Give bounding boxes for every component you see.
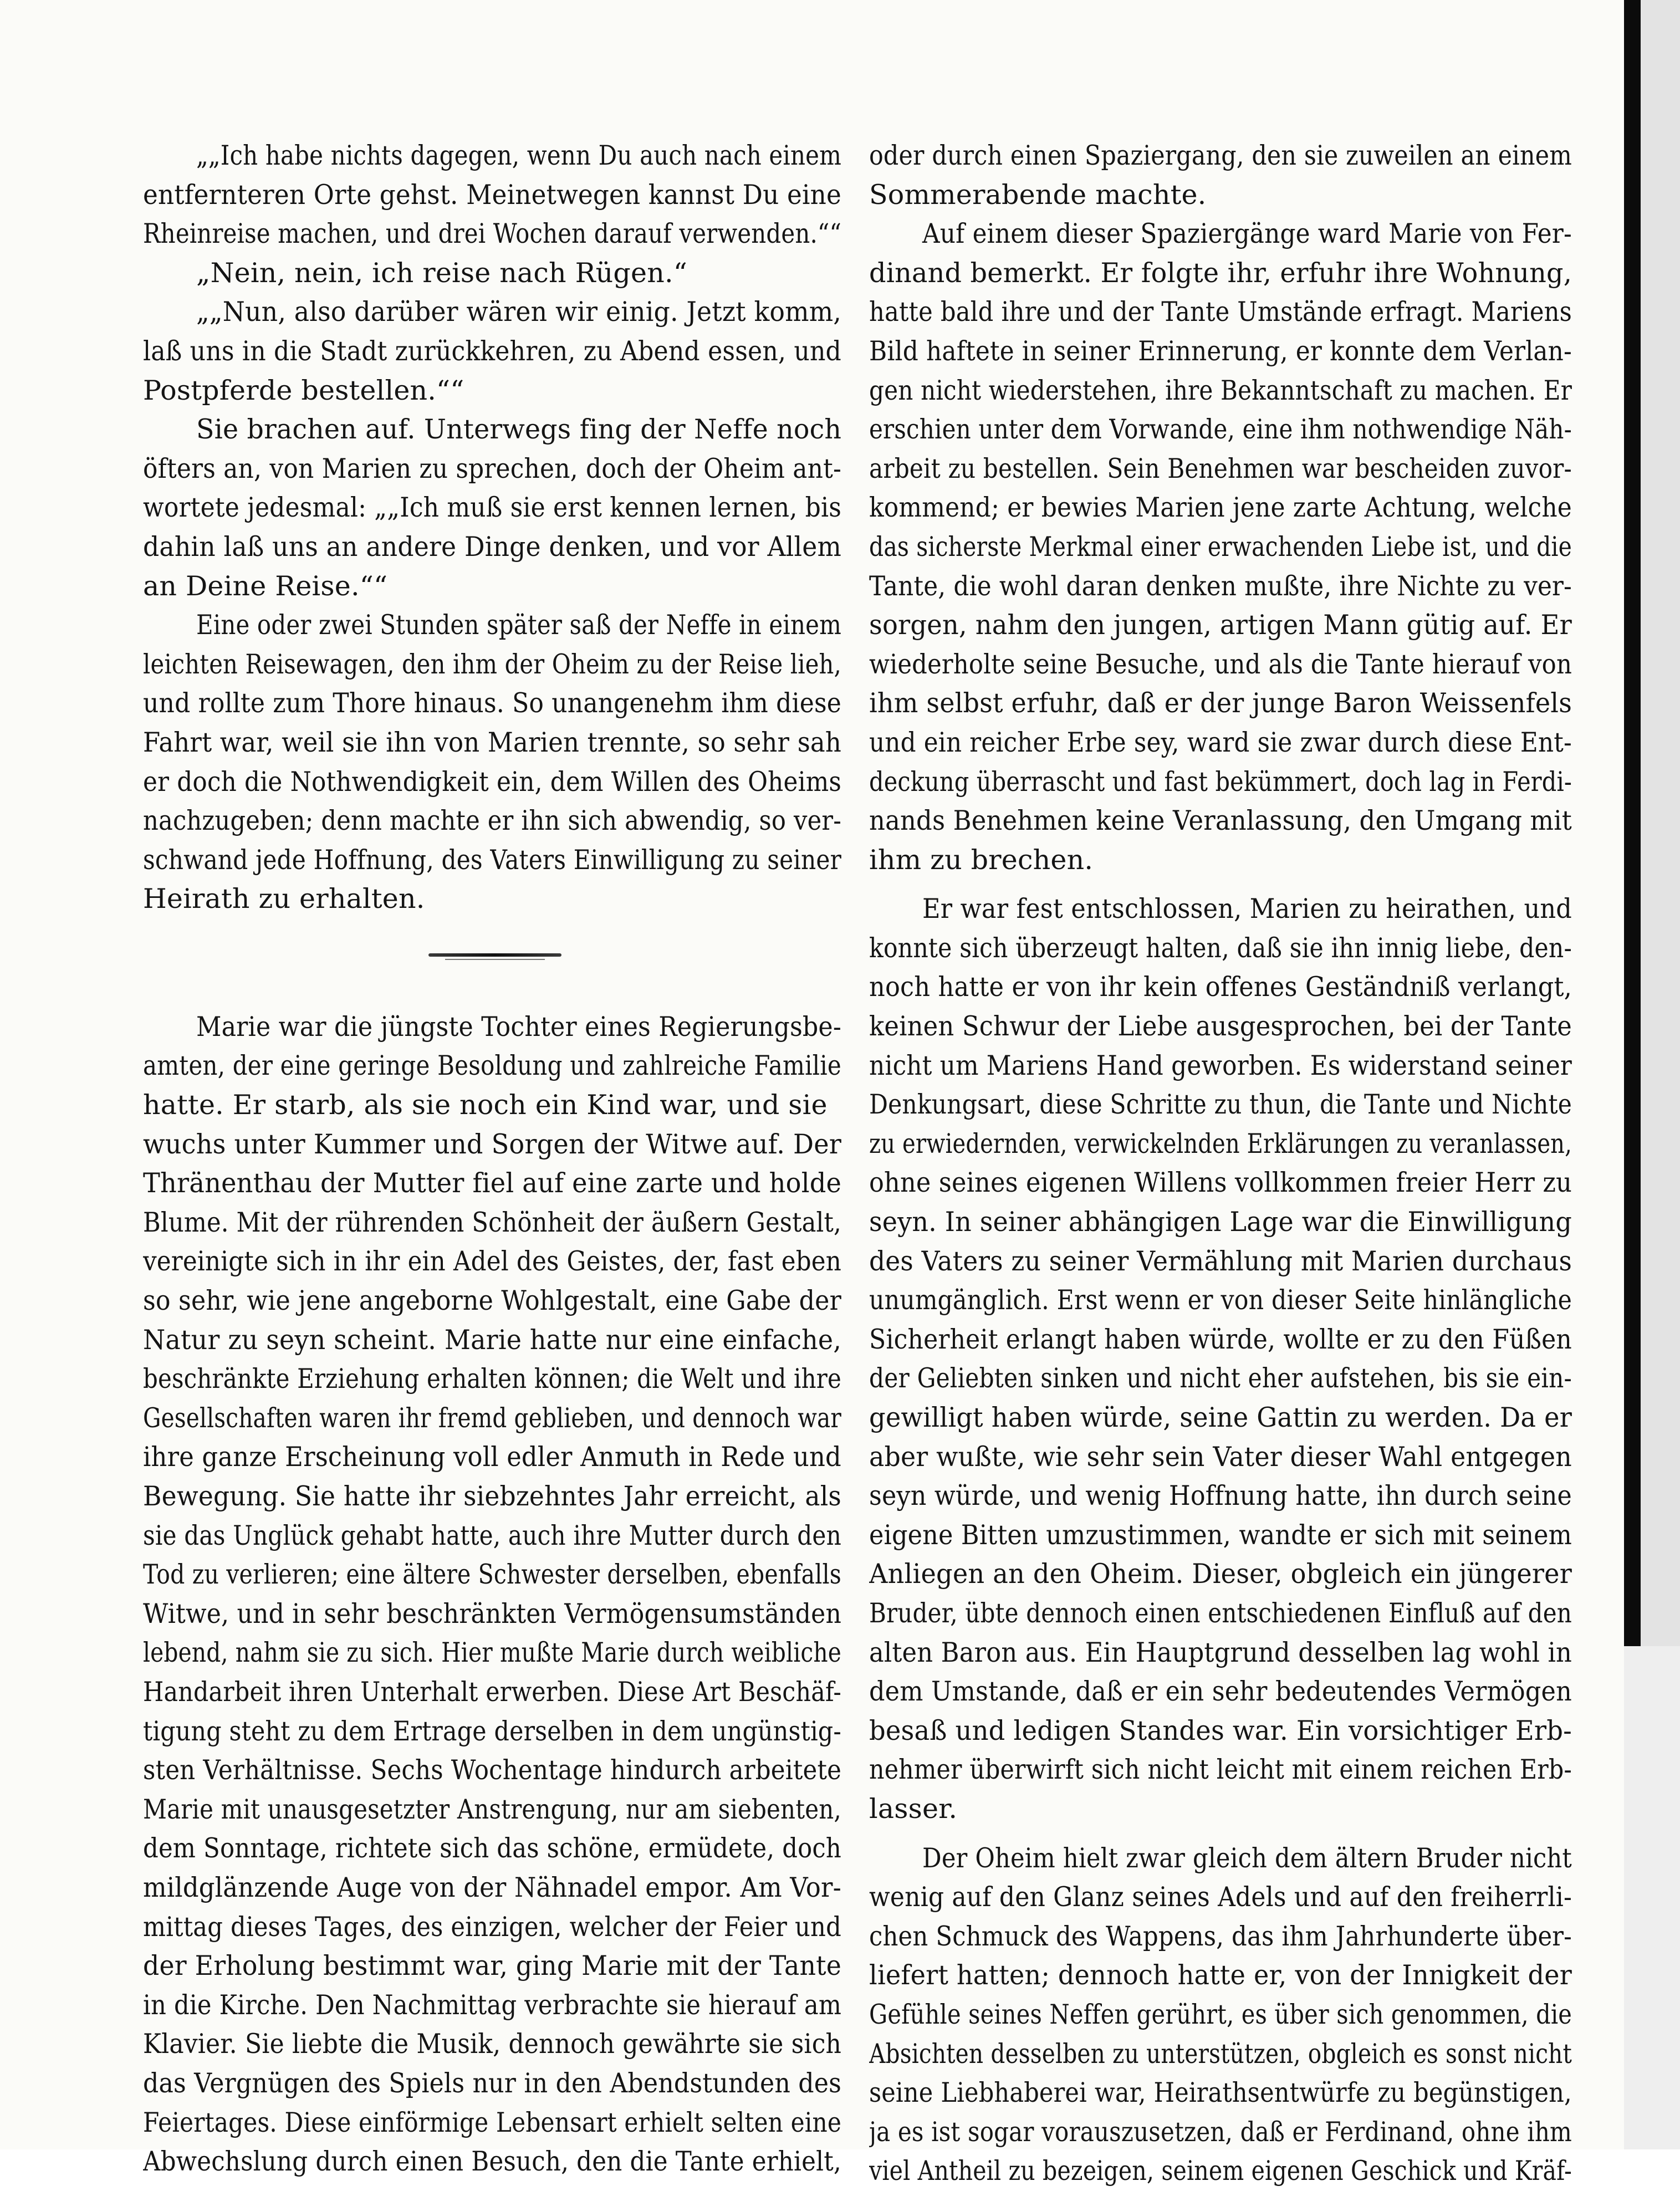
left-column bbox=[143, 136, 841, 2182]
text-line: hatte bald ihre und der Tante Umstände erfragt. Mariens bbox=[869, 296, 1572, 328]
text-line: gen nicht wiederstehen, ihre Bekanntschaft zu machen. Er bbox=[869, 374, 1572, 406]
text-line: konnte sich überzeugt halten, daß sie ihn innig liebe, den- bbox=[869, 932, 1572, 964]
text-line: liefert hatten; dennoch hatte er, von der Innigkeit der bbox=[869, 1959, 1572, 1991]
text-line: Gefühle seines Neffen gerührt, es über sich genommen, die bbox=[869, 1998, 1572, 2030]
paragraph bbox=[869, 136, 1572, 214]
text-line: Sie brachen auf. Unterwegs fing der Neffe noch bbox=[196, 413, 841, 446]
divider-rule bbox=[428, 953, 561, 957]
paragraph bbox=[869, 890, 1572, 1829]
text-line: dinand bemerkt. Er folgte ihr, erfuhr ihre Wohnung, bbox=[869, 257, 1572, 289]
text-line: sorgen, nahm den jungen, artigen Mann gütig auf. Er bbox=[869, 609, 1572, 641]
text-line: Sicherheit erlangt haben würde, wollte er zu den Füßen bbox=[869, 1323, 1572, 1355]
text-line: nehmer überwirft sich nicht leicht mit einem reichen Erb- bbox=[869, 1754, 1572, 1786]
text-line: hatte. Er starb, als sie noch ein Kind war, und sie bbox=[143, 1089, 828, 1121]
text-line: und rollte zum Thore hinaus. So unangenehm ihm diese bbox=[143, 687, 841, 719]
text-line: tigung steht zu dem Ertrage derselben in dem ungünstig- bbox=[143, 1715, 841, 1747]
text-line: Witwe, und in sehr beschränkten Vermögensumständen bbox=[143, 1597, 841, 1630]
text-line: zu erwiedernden, verwickelnden Erklärungen zu veranlassen, bbox=[869, 1127, 1572, 1160]
text-line: an Deine Reise.““ bbox=[143, 570, 388, 602]
text-line: Rheinreise machen, und drei Wochen darauf verwenden.““ bbox=[143, 218, 841, 250]
text-line: Abwechslung durch einen Besuch, den die Tante erhielt, bbox=[143, 2146, 841, 2178]
paragraph bbox=[143, 410, 841, 606]
text-line: in die Kirche. Den Nachmittag verbrachte sie hierauf am bbox=[143, 1989, 841, 2021]
text-line: wenig auf den Glanz seines Adels und auf den freiherrli- bbox=[869, 1881, 1572, 1913]
text-line: noch hatte er von ihr kein offenes Geständniß verlangt, bbox=[869, 971, 1572, 1003]
text-line: Postpferde bestellen.““ bbox=[143, 374, 464, 406]
text-line: Denkungsart, diese Schritte zu thun, die Tante und Nichte bbox=[869, 1089, 1572, 1121]
text-line: schwand jede Hoffnung, des Vaters Einwilligung zu seiner bbox=[143, 844, 841, 876]
text-line: lebend, nahm sie zu sich. Hier mußte Marie durch weibliche bbox=[143, 1637, 841, 1669]
text-line: vereinigte sich in ihr ein Adel des Geistes, der, fast eben bbox=[143, 1245, 841, 1278]
paragraph bbox=[143, 293, 841, 410]
text-line: wuchs unter Kummer und Sorgen der Witwe auf. Der bbox=[143, 1128, 841, 1160]
text-line: leichten Reisewagen, den ihm der Oheim zu der Reise lieh, bbox=[143, 648, 841, 680]
text-line: dem Sonntage, richtete sich das schöne, ermüdete, doch bbox=[143, 1832, 841, 1865]
paragraph-spacer bbox=[869, 1829, 1572, 1839]
text-line: nicht um Mariens Hand geworben. Es widerstand seiner bbox=[869, 1049, 1572, 1081]
text-line: ihre ganze Erscheinung voll edler Anmuth in Rede und bbox=[143, 1441, 841, 1473]
section-divider bbox=[143, 919, 841, 1008]
text-line: nachzugeben; denn machte er ihn sich abwendig, so ver- bbox=[143, 805, 841, 837]
text-line: Bruder, übte dennoch einen entschiedenen Einfluß auf den bbox=[869, 1597, 1572, 1629]
text-line: besaß und ledigen Standes war. Ein vorsichtiger Erb- bbox=[869, 1714, 1572, 1746]
text-line: ja es ist sogar vorauszusetzen, daß er Ferdinand, ohne ihm bbox=[869, 2116, 1572, 2148]
text-line: sie das Unglück gehabt hatte, auch ihre Mutter durch den bbox=[143, 1519, 841, 1551]
text-line: chen Schmuck des Wappens, das ihm Jahrhunderte über- bbox=[869, 1920, 1572, 1952]
text-line: gewilligt haben würde, seine Gattin zu werden. Da er bbox=[869, 1402, 1572, 1433]
text-line: ihm zu brechen. bbox=[869, 844, 1094, 876]
text-line: aber wußte, wie sehr sein Vater dieser Wahl entgegen bbox=[869, 1441, 1572, 1473]
paragraph bbox=[869, 1839, 1572, 2191]
text-line: mildglänzende Auge von der Nähnadel empor. Am Vor- bbox=[143, 1871, 841, 1903]
text-line: Heirath zu erhalten. bbox=[143, 883, 425, 915]
text-line: er doch die Nothwendigkeit ein, dem Willen des Oheims bbox=[143, 765, 841, 798]
text-line: Natur zu seyn scheint. Marie hatte nur eine einfache, bbox=[143, 1324, 841, 1356]
text-line: Gesellschaften waren ihr fremd geblieben, und dennoch war bbox=[143, 1402, 841, 1434]
text-line: lasser. bbox=[869, 1792, 958, 1825]
text-line: dem Umstande, daß er ein sehr bedeutendes Vermögen bbox=[869, 1676, 1572, 1708]
text-line: des Vaters zu seiner Vermählung mit Marien durchaus bbox=[869, 1245, 1572, 1277]
text-line: seyn würde, und wenig Hoffnung hatte, ihn durch seine bbox=[869, 1480, 1572, 1512]
text-line: Anliegen an den Oheim. Dieser, obgleich ein jüngerer bbox=[869, 1558, 1572, 1590]
text-line: entfernteren Orte gehst. Meinetwegen kannst Du eine bbox=[143, 178, 841, 211]
text-line: so sehr, wie jene angeborne Wohlgestalt, eine Gabe der bbox=[143, 1285, 841, 1317]
text-line: keinen Schwur der Liebe ausgesprochen, bei der Tante bbox=[869, 1010, 1572, 1043]
text-line: Thränenthau der Mutter fiel auf eine zarte und holde bbox=[143, 1167, 841, 1199]
text-line: Er war fest entschlossen, Marien zu heirathen, und bbox=[922, 893, 1572, 925]
text-line: Blume. Mit der rührenden Schönheit der äußern Gestalt, bbox=[143, 1206, 841, 1238]
text-line: seine Liebhaberei war, Heirathsentwürfe zu begünstigen, bbox=[869, 2077, 1572, 2109]
text-line: deckung überrascht und fast bekümmert, doch lag in Ferdi- bbox=[869, 765, 1572, 798]
text-line: sten Verhältnisse. Sechs Wochentage hindurch arbeitete bbox=[143, 1754, 841, 1786]
scan-edge-shadow bbox=[1624, 0, 1641, 1646]
paragraph-spacer bbox=[869, 880, 1572, 890]
text-line: und ein reicher Erbe sey, ward sie zwar durch diese Ent- bbox=[869, 726, 1572, 758]
text-line: Absichten desselben zu unterstützen, obgleich es sonst nicht bbox=[869, 2037, 1572, 2070]
right-column bbox=[869, 136, 1572, 2191]
text-line: Tante, die wohl daran denken mußte, ihre Nichte zu ver- bbox=[869, 570, 1572, 602]
text-line: Auf einem dieser Spaziergänge ward Marie von Fer- bbox=[922, 218, 1572, 250]
text-line: „Nein, nein, ich reise nach Rügen.“ bbox=[196, 257, 687, 289]
text-line: das sicherste Merkmal einer erwachenden Liebe ist, und die bbox=[869, 530, 1572, 563]
text-line: oder durch einen Spaziergang, den sie zuweilen an einem bbox=[869, 140, 1572, 171]
text-line: Tod zu verlieren; eine ältere Schwester derselben, ebenfalls bbox=[143, 1559, 841, 1591]
text-line: Bewegung. Sie hatte ihr siebzehntes Jahr erreicht, als bbox=[143, 1480, 841, 1512]
text-line: mittag dieses Tages, des einzigen, welcher der Feier und bbox=[143, 1911, 841, 1943]
text-line: eigene Bitten umzustimmen, wandte er sich mit seinem bbox=[869, 1519, 1572, 1551]
text-line: unumgänglich. Erst wenn er von dieser Seite hinlängliche bbox=[869, 1284, 1572, 1316]
text-line: „„Ich habe nichts dagegen, wenn Du auch nach einem bbox=[196, 140, 841, 171]
text-line: nands Benehmen keine Veranlassung, den Umgang mit bbox=[869, 805, 1572, 837]
text-line: Handarbeit ihren Unterhalt erwerben. Diese Art Beschäf- bbox=[143, 1676, 841, 1708]
text-line: Eine oder zwei Stunden später saß der Neffe in einem bbox=[196, 609, 841, 641]
text-line: „„Nun, also darüber wären wir einig. Jetzt komm, bbox=[196, 296, 841, 328]
text-line: ihm selbst erfuhr, daß er der junge Baron Weissenfels bbox=[869, 687, 1572, 719]
text-line: Klavier. Sie liebte die Musik, dennoch gewährte sie sich bbox=[143, 2028, 841, 2060]
text-line: Der Oheim hielt zwar gleich dem ältern Bruder nicht bbox=[922, 1842, 1572, 1874]
paragraph bbox=[143, 136, 841, 254]
text-line: Sommerabende machte. bbox=[869, 178, 1207, 211]
text-line: kommend; er bewies Marien jene zarte Achtung, welche bbox=[869, 492, 1572, 524]
text-line: das Vergnügen des Spiels nur in den Abendstunden des bbox=[143, 2067, 841, 2099]
scan-edge-paper bbox=[1641, 0, 1680, 1646]
paragraph bbox=[143, 606, 841, 919]
text-line: arbeit zu bestellen. Sein Benehmen war bescheiden zuvor- bbox=[869, 452, 1572, 484]
paragraph bbox=[869, 214, 1572, 880]
text-line: seyn. In seiner abhängigen Lage war die Einwilligung bbox=[869, 1206, 1572, 1238]
text-line: der Geliebten sinken und nicht eher aufstehen, bis sie ein- bbox=[869, 1362, 1572, 1395]
text-line: laß uns in die Stadt zurückkehren, zu Abend essen, und bbox=[143, 335, 841, 367]
text-line: Marie war die jüngste Tochter eines Regierungsbe- bbox=[196, 1010, 841, 1043]
text-line: Marie mit unausgesetzter Anstrengung, nur am siebenten, bbox=[143, 1793, 841, 1825]
text-line: wiederholte seine Besuche, und als die Tante hierauf von bbox=[869, 648, 1572, 680]
text-line: öfters an, von Marien zu sprechen, doch der Oheim ant- bbox=[143, 452, 841, 484]
text-line: amten, der eine geringe Besoldung und zahlreiche Familie bbox=[143, 1050, 841, 1082]
text-line: Feiertages. Diese einförmige Lebensart erhielt selten eine bbox=[143, 2106, 841, 2138]
text-line: Bild haftete in seiner Erinnerung, er konnte dem Verlan- bbox=[869, 335, 1572, 367]
text-line: der Erholung bestimmt war, ging Marie mit der Tante bbox=[143, 1950, 841, 1982]
paragraph bbox=[143, 1008, 841, 2182]
text-line: viel Antheil zu bezeigen, seinem eigenen Geschick und Kräf- bbox=[869, 2155, 1572, 2187]
paragraph bbox=[143, 254, 841, 293]
text-line: alten Baron aus. Ein Hauptgrund desselben lag wohl in bbox=[869, 1636, 1572, 1668]
text-line: Fahrt war, weil sie ihn von Marien trennte, so sehr sah bbox=[143, 726, 841, 758]
text-line: ohne seines eigenen Willens vollkommen freier Herr zu bbox=[869, 1167, 1572, 1199]
text-line: dahin laß uns an andere Dinge denken, und vor Allem bbox=[143, 530, 841, 563]
text-line: erschien unter dem Vorwande, eine ihm nothwendige Näh- bbox=[869, 413, 1572, 446]
text-line: wortete jedesmal: „„Ich muß sie erst kennen lernen, bis bbox=[143, 492, 841, 524]
text-line: beschränkte Erziehung erhalten können; die Welt und ihre bbox=[143, 1363, 841, 1395]
